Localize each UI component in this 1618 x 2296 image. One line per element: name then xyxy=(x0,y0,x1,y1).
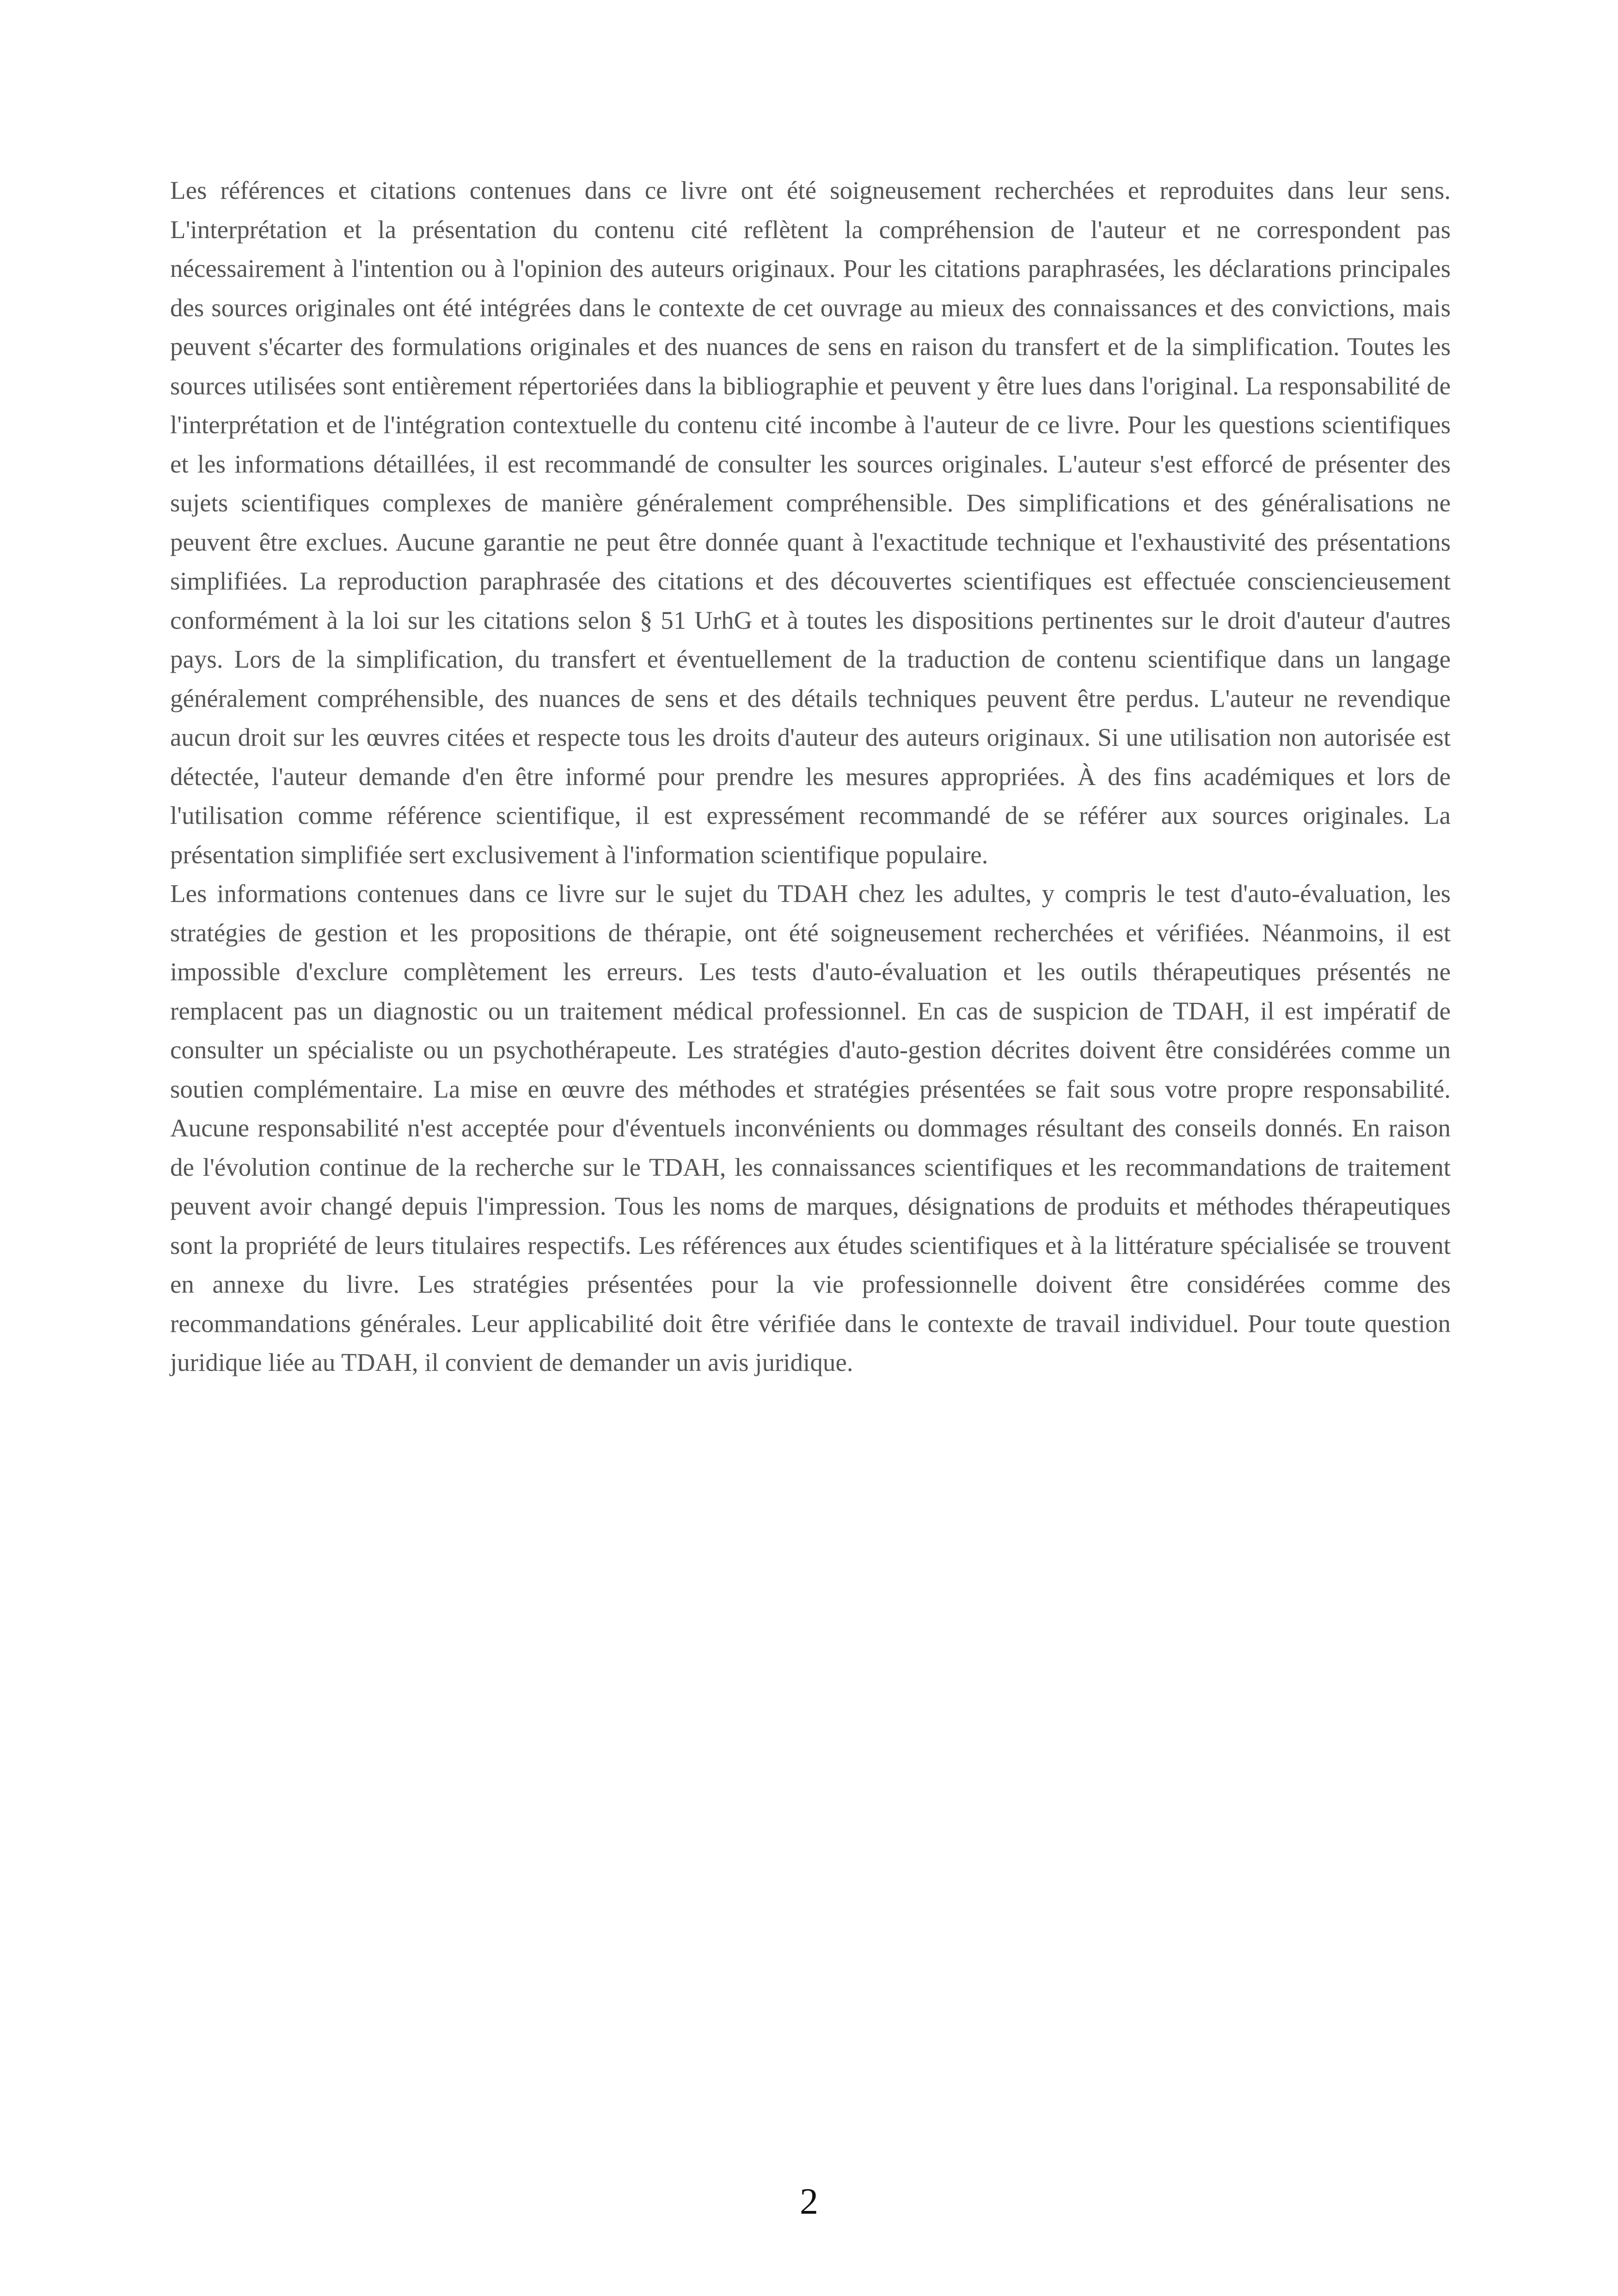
paragraph-medical-disclaimer: Les informations contenues dans ce livre sur le sujet du TDAH chez les adultes, y compris le test d'auto-évaluation, les stratégies de gestion et les propositions de thérapie, ont été soigneusement recherchées et vérifiées. Néanmoins, il est impossible d'exclure complètement les erreurs. Les tests d'auto-évaluation et les outils thérapeutiques présentés ne remplacent pas un diagnostic ou un traitement médical professionnel. En cas de suspicion de TDAH, il est impératif de consulter un spécialiste ou un psychothérapeute. Les stratégies d'auto-gestion décrites doivent être considérées comme un soutien complémentaire. La mise en œuvre des méthodes et stratégies présentées se fait sous votre propre responsabilité. Aucune responsabilité n'est acceptée pour d'éventuels inconvénients ou dommages résultant des conseils donnés. En raison de l'évolution continue de la recherche sur le TDAH, les connaissances scientifiques et les recommandations de traitement peuvent avoir changé depuis l'impression. Tous les noms de marques, désignations de produits et méthodes thérapeutiques sont la propriété de leurs titulaires respectifs. Les références aux études scientifiques et à la littérature spécialisée se trouvent en annexe du livre. Les stratégies présentées pour la vie professionnelle doivent être considérées comme des recommandations générales. Leur applicabilité doit être vérifiée dans le contexte de travail individuel. Pour toute question juridique liée au TDAH, il convient de demander un avis juridique. xyxy=(170,879,1451,1376)
paragraph-citations-disclaimer: Les références et citations contenues dans ce livre ont été soigneusement recherchées et reproduites dans leur sens. L'interprétation et la présentation du contenu cité reflètent la compréhension de l'auteur et ne correspondent pas nécessairement à l'intention ou à l'opinion des auteurs originaux. Pour les citations paraphrasées, les déclarations principales des sources originales ont été intégrées dans le contexte de cet ouvrage au mieux des connaissances et des convictions, mais peuvent s'écarter des formulations originales et des nuances de sens en raison du transfert et de la simplification. Toutes les sources utilisées sont entièrement répertoriées dans la bibliographie et peuvent y être lues dans l'original. La responsabilité de l'interprétation et de l'intégration contextuelle du contenu cité incombe à l'auteur de ce livre. Pour les questions scientifiques et les informations détaillées, il est recommandé de consulter les sources originales. L'auteur s'est efforcé de présenter des sujets scientifiques complexes de manière généralement compréhensible. Des simplifications et des généralisations ne peuvent être exclues. Aucune garantie ne peut être donnée quant à l'exactitude technique et l'exhaustivité des présentations simplifiées. La reproduction paraphrasée des citations et des découvertes scientifiques est effectuée consciencieusement conformément à la loi sur les citations selon § 51 UrhG et à toutes les dispositions pertinentes sur le droit d'auteur d'autres pays. Lors de la simplification, du transfert et éventuellement de la traduction de contenu scientifique dans un langage généralement compréhensible, des nuances de sens et des détails techniques peuvent être perdus. L'auteur ne revendique aucun droit sur les œuvres citées et respecte tous les droits d'auteur des auteurs originaux. Si une utilisation non autorisée est détectée, l'auteur demande d'en être informé pour prendre les mesures appropriées. À des fins académiques et lors de l'utilisation comme référence scientifique, il est expressément recommandé de se référer aux sources originales. La présentation simplifiée sert exclusivement à l'information scientifique populaire. xyxy=(170,176,1451,869)
page-number: 2 xyxy=(800,2181,818,2222)
body-text xyxy=(170,171,1451,1382)
